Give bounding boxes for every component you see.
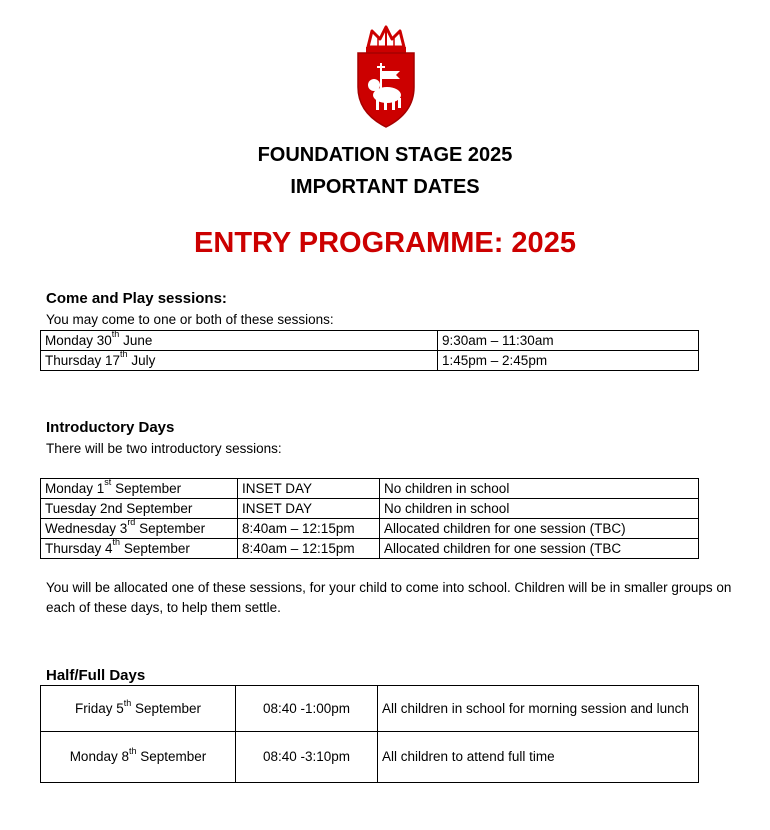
- note-cell: Allocated children for one session (TBC): [380, 519, 699, 539]
- note-cell: All children to attend full time: [378, 732, 699, 783]
- come-and-play-subtitle: You may come to one or both of these sessions:: [46, 312, 334, 327]
- school-crest-logo: [354, 25, 418, 129]
- note-cell: No children in school: [380, 479, 699, 499]
- note-cell: Allocated children for one session (TBC: [380, 539, 699, 559]
- page-subtitle: IMPORTANT DATES: [290, 176, 480, 198]
- table-row: [41, 331, 699, 351]
- time-cell: 8:40am – 12:15pm: [238, 539, 380, 559]
- entry-programme-title: ENTRY PROGRAMME: 2025: [194, 227, 576, 259]
- table-row: [41, 539, 699, 559]
- come-and-play-heading: Come and Play sessions:: [46, 290, 227, 307]
- note-cell: All children in school for morning session and lunch: [378, 686, 699, 732]
- introductory-days-heading: Introductory Days: [46, 419, 175, 436]
- table-row: [41, 519, 699, 539]
- date-cell: Monday 30th June: [41, 331, 438, 351]
- table-row: [41, 732, 699, 783]
- date-cell: Thursday 4th September: [41, 539, 238, 559]
- allocation-paragraph: You will be allocated one of these sessions, for your child to come into school. Children will be in smaller groups on each of these days, to help them settle.: [46, 580, 732, 615]
- table-row: [41, 686, 699, 732]
- time-cell: 8:40am – 12:15pm: [238, 519, 380, 539]
- date-cell: Tuesday 2nd September: [41, 499, 238, 519]
- time-cell: 08:40 -3:10pm: [236, 732, 378, 783]
- time-cell: 1:45pm – 2:45pm: [438, 351, 699, 371]
- table-row: [41, 479, 699, 499]
- date-cell: Wednesday 3rd September: [41, 519, 238, 539]
- time-cell: INSET DAY: [238, 499, 380, 519]
- half-full-days-heading: Half/Full Days: [46, 667, 146, 684]
- time-cell: 08:40 -1:00pm: [236, 686, 378, 732]
- table-row: [41, 499, 699, 519]
- date-cell: Thursday 17th July: [41, 351, 438, 371]
- date-cell: Monday 8th September: [41, 732, 236, 783]
- come-and-play-table: [40, 330, 699, 371]
- time-cell: 9:30am – 11:30am: [438, 331, 699, 351]
- introductory-days-subtitle: There will be two introductory sessions:: [46, 441, 282, 456]
- half-full-days-table: [40, 685, 699, 783]
- date-cell: Monday 1st September: [41, 479, 238, 499]
- note-cell: No children in school: [380, 499, 699, 519]
- page-title: FOUNDATION STAGE 2025: [257, 144, 513, 166]
- table-row: [41, 351, 699, 371]
- date-cell: Friday 5th September: [41, 686, 236, 732]
- time-cell: INSET DAY: [238, 479, 380, 499]
- introductory-days-table: [40, 478, 699, 559]
